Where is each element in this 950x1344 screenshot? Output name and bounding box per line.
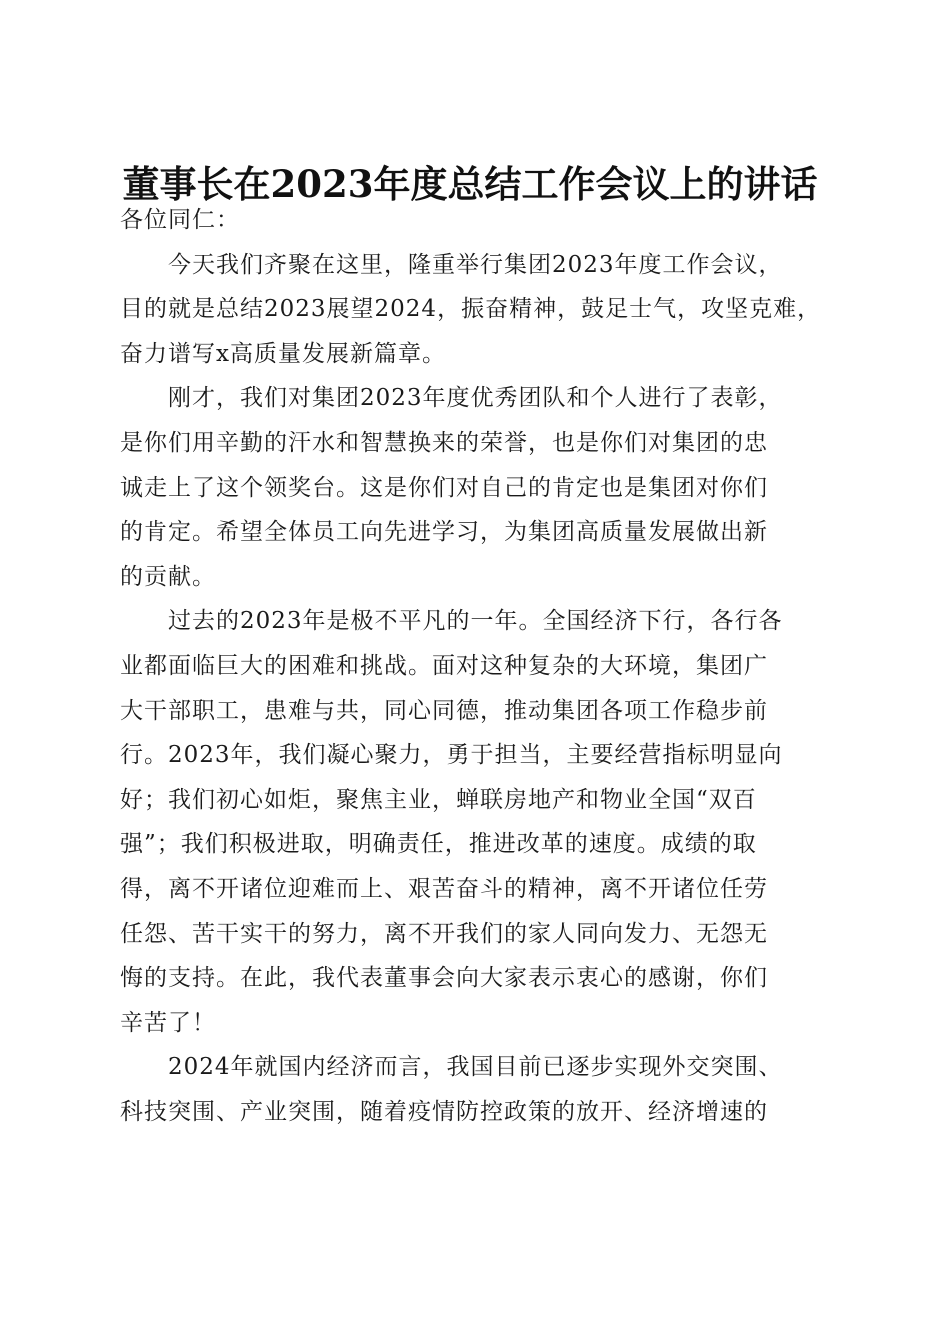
paragraph-2 [120,376,840,599]
paragraph-3 [120,599,840,1045]
paragraph-line: 得，离不开诸位迎难而上、艰苦奋斗的精神，离不开诸位任劳 [120,875,768,902]
paragraph-line: 刚才，我们对集团2023年度优秀团队和个人进行了表彰， [168,385,783,412]
paragraph-line: 大干部职工，患难与共，同心同德，推动集团各项工作稳步前 [120,697,768,724]
page-title: 董事长在2023年度总结工作会议上的讲话 [122,161,818,206]
paragraph-4 [120,1045,840,1134]
greeting: 各位同仁： [120,207,240,233]
paragraph-line: 辛苦了！ [120,1009,216,1036]
paragraph-line: 业都面临巨大的困难和挑战。面对这种复杂的大环境，集团广 [120,652,768,679]
paragraph-line: 2024年就国内经济而言，我国目前已逐步实现外交突围、 [168,1054,783,1081]
paragraph-line: 今天我们齐聚在这里，隆重举行集团2023年度工作会议， [168,251,783,278]
paragraph-line: 悔的支持。在此，我代表董事会向大家表示衷心的感谢，你们 [120,965,768,992]
paragraph-line: 奋力谱写x高质量发展新篇章。 [120,340,446,367]
paragraph-line: 的贡献。 [120,563,216,590]
paragraph-line: 过去的2023年是极不平凡的一年。全国经济下行，各行各 [168,608,783,635]
paragraph-line: 科技突围、产业突围，随着疫情防控政策的放开、经济增速的 [120,1098,768,1125]
paragraph-line: 的肯定。希望全体员工向先进学习，为集团高质量发展做出新 [120,519,768,546]
paragraph-line: 诚走上了这个领奖台。这是你们对自己的肯定也是集团对你们 [120,474,768,501]
paragraph-line: 目的就是总结2023展望2024，振奋精神，鼓足士气，攻坚克难， [120,296,822,323]
document-body [120,198,840,1134]
paragraph-line: 任怨、苦干实干的努力，离不开我们的家人同向发力、无怨无 [120,920,768,947]
paragraph-line: 行。2023年，我们凝心聚力，勇于担当，主要经营指标明显向 [120,742,783,769]
paragraph-line: 好；我们初心如炬，聚焦主业，蝉联房地产和物业全国“双百 [120,786,757,813]
paragraph-1 [120,243,840,377]
paragraph-line: 强”；我们积极进取，明确责任，推进改革的速度。成绩的取 [120,831,757,858]
paragraph-line: 是你们用辛勤的汗水和智慧换来的荣誉，也是你们对集团的忠 [120,429,768,456]
